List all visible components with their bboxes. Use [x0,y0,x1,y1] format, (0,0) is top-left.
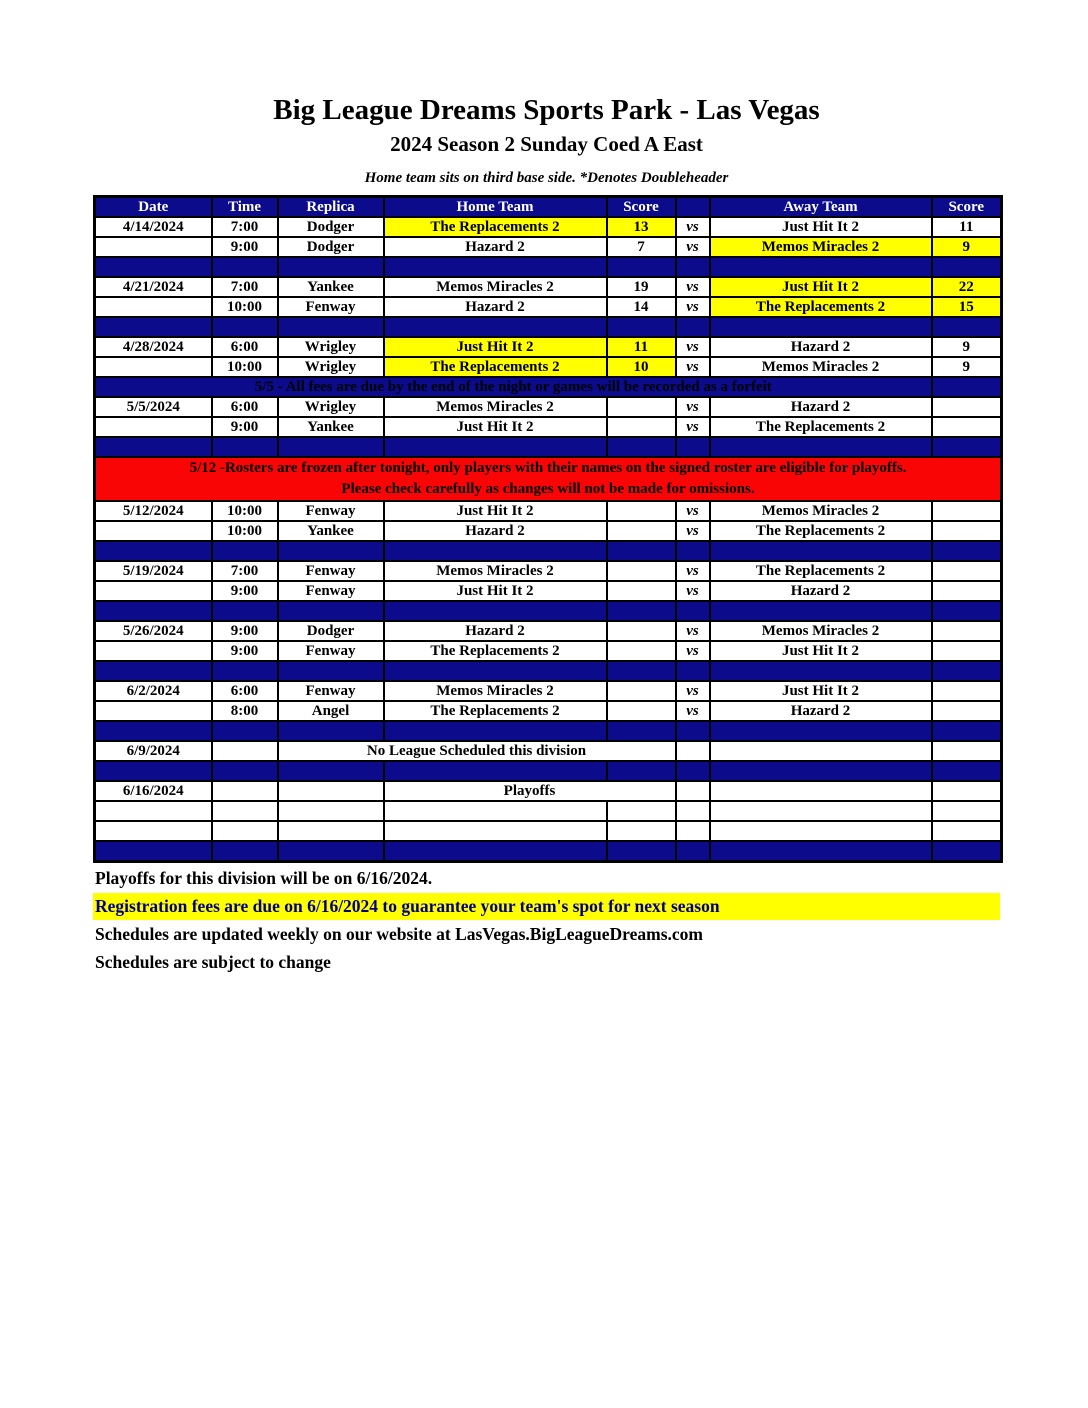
table-row-game [95,701,1002,721]
cell-replica: Fenway [278,561,384,581]
cell-spacer [710,257,932,277]
cell-spacer [607,601,676,621]
cell-vs: vs [676,501,710,521]
cell-spacer [278,437,384,457]
cell-spacer [384,721,607,741]
table-row-game [95,521,1002,541]
cell-spacer [212,761,278,781]
table-row-spacer [95,721,1002,741]
cell-home-team: Memos Miracles 2 [384,561,607,581]
cell-replica: Fenway [278,297,384,317]
cell-blank [932,801,1002,821]
cell-home-team: Just Hit It 2 [384,337,607,357]
table-row-spacer [95,841,1002,862]
cell-replica: Wrigley [278,357,384,377]
cell-spacer [932,257,1002,277]
table-row-info_wide [95,741,1002,761]
cell-date: 5/26/2024 [95,621,212,641]
cell-spacer [932,541,1002,561]
cell-home-score: 11 [607,337,676,357]
cell-spacer [710,601,932,621]
no-league-notice: No League Scheduled this division [278,741,676,761]
table-row-game [95,297,1002,317]
cell-spacer [278,317,384,337]
cell-spacer [932,661,1002,681]
cell-blank [278,801,384,821]
cell-away-team: Just Hit It 2 [710,217,932,237]
cell-spacer [607,721,676,741]
roster-freeze-notice-line: Please check carefully as changes will not be made for omissions. [341,481,755,497]
table-row-spacer [95,761,1002,781]
cell-blank [932,821,1002,841]
cell-home-score [607,701,676,721]
cell-spacer [607,661,676,681]
cell-time: 9:00 [212,641,278,661]
cell-time [212,781,278,801]
cell-spacer [384,437,607,457]
cell-blank [710,801,932,821]
cell-away-team: Hazard 2 [710,397,932,417]
table-row-spacer [95,257,1002,277]
cell-spacer [607,761,676,781]
cell-home-score: 14 [607,297,676,317]
cell-spacer [212,721,278,741]
cell-home-team: Memos Miracles 2 [384,397,607,417]
cell-spacer [384,841,607,862]
cell-blank [95,821,212,841]
cell-away-team: The Replacements 2 [710,417,932,437]
cell-spacer [95,721,212,741]
table-row-info_home [95,781,1002,801]
cell-spacer [95,437,212,457]
cell-away-score: 9 [932,357,1002,377]
cell-spacer [710,661,932,681]
cell-date: 6/16/2024 [95,781,212,801]
cell-away-score: 9 [932,237,1002,257]
table-row-game [95,337,1002,357]
cell-date [95,641,212,661]
cell-replica: Fenway [278,681,384,701]
cell-blank [384,801,607,821]
cell-spacer [607,257,676,277]
cell-spacer [95,317,212,337]
cell-date: 5/5/2024 [95,397,212,417]
table-row-spacer [95,601,1002,621]
cell-blank [676,821,710,841]
cell-replica: Fenway [278,581,384,601]
cell-spacer [676,661,710,681]
cell-vs: vs [676,521,710,541]
cell-away-score: 11 [932,217,1002,237]
cell-spacer [676,257,710,277]
cell-time: 7:00 [212,277,278,297]
cell-date: 4/21/2024 [95,277,212,297]
cell-home-score: 7 [607,237,676,257]
cell-vs: vs [676,701,710,721]
footer-playoffs-note: Playoffs for this division will be on 6/16/2024. [95,868,433,888]
col-header-time: Time [212,197,278,218]
cell-date [95,357,212,377]
cell-home-score [607,397,676,417]
cell-date [95,701,212,721]
cell-spacer [710,437,932,457]
cell-replica [278,781,384,801]
cell-spacer [278,601,384,621]
cell-vs: vs [676,641,710,661]
cell-spacer [384,761,607,781]
cell-away-score [932,561,1002,581]
cell-spacer [710,541,932,561]
cell-spacer [676,841,710,862]
cell-blank [278,821,384,841]
cell-vs: vs [676,337,710,357]
cell-date [95,417,212,437]
cell-spacer [95,601,212,621]
col-header-replica: Replica [278,197,384,218]
schedule-table [93,195,1003,863]
cell-home-score: 13 [607,217,676,237]
cell-spacer [384,257,607,277]
table-row-game [95,357,1002,377]
cell-replica: Dodger [278,621,384,641]
cell-vs: vs [676,297,710,317]
cell-spacer [384,317,607,337]
cell-time: 8:00 [212,701,278,721]
cell-spacer [384,661,607,681]
cell-time: 10:00 [212,501,278,521]
cell-away-score [932,521,1002,541]
schedule-sheet [93,0,1000,977]
cell-away-team: Just Hit It 2 [710,277,932,297]
cell-spacer [710,317,932,337]
home-team-note: Home team sits on third base side. *Denotes Doubleheader [364,170,729,186]
cell-home-team: Hazard 2 [384,297,607,317]
cell-spacer [212,257,278,277]
cell-spacer [710,761,932,781]
cell-time: 10:00 [212,357,278,377]
cell-replica: Dodger [278,217,384,237]
cell-date [95,297,212,317]
cell-date: 5/19/2024 [95,561,212,581]
cell-replica: Yankee [278,417,384,437]
cell-date: 6/9/2024 [95,741,212,761]
cell-home-team: The Replacements 2 [384,217,607,237]
table-row-game [95,417,1002,437]
cell-away-score [932,501,1002,521]
cell-away-score: 15 [932,297,1002,317]
cell-away-team: Hazard 2 [710,701,932,721]
cell-home-team: Memos Miracles 2 [384,277,607,297]
cell-away-score [932,781,1002,801]
cell-date: 4/14/2024 [95,217,212,237]
cell-blank [384,821,607,841]
cell-away-team: Memos Miracles 2 [710,501,932,521]
table-row-game [95,217,1002,237]
cell-away-team: Memos Miracles 2 [710,237,932,257]
cell-time: 6:00 [212,397,278,417]
cell-spacer [676,721,710,741]
cell-home-score [607,621,676,641]
col-header-date: Date [95,197,212,218]
playoffs-label: Playoffs [384,781,676,801]
cell-spacer [932,601,1002,621]
cell-spacer [607,317,676,337]
cell-spacer [607,437,676,457]
cell-replica: Dodger [278,237,384,257]
cell-spacer [95,661,212,681]
cell-home-score [607,641,676,661]
roster-freeze-notice-line: 5/12 -Rosters are frozen after tonight, only players with their names on the signed roster are eligible for playoffs. [189,460,907,476]
cell-home-team: The Replacements 2 [384,357,607,377]
cell-spacer [95,761,212,781]
cell-away-score: 9 [932,337,1002,357]
cell-spacer [932,377,1002,397]
cell-spacer [676,541,710,561]
col-header-away-team: Away Team [710,197,932,218]
cell-date [95,581,212,601]
col-header-away-score: Score [932,197,1002,218]
cell-replica: Wrigley [278,397,384,417]
footer-subject-to-change-note: Schedules are subject to change [95,952,331,972]
cell-home-score: 10 [607,357,676,377]
cell-spacer [932,317,1002,337]
cell-replica: Fenway [278,501,384,521]
cell-away-team: Memos Miracles 2 [710,357,932,377]
table-row-game [95,397,1002,417]
cell-away-team: The Replacements 2 [710,297,932,317]
cell-away-team: Memos Miracles 2 [710,621,932,641]
cell-spacer [212,437,278,457]
cell-vs: vs [676,277,710,297]
cell-date [95,237,212,257]
cell-blank [607,821,676,841]
cell-home-team: Just Hit It 2 [384,417,607,437]
col-header-vs [676,197,710,218]
cell-spacer [607,541,676,561]
table-row-game [95,561,1002,581]
cell-spacer [278,257,384,277]
table-row-game [95,237,1002,257]
cell-spacer [710,841,932,862]
cell-spacer [212,541,278,561]
cell-replica: Wrigley [278,337,384,357]
cell-home-team: Hazard 2 [384,521,607,541]
cell-vs: vs [676,397,710,417]
cell-vs: vs [676,561,710,581]
cell-spacer [95,841,212,862]
cell-spacer [212,841,278,862]
cell-spacer [95,541,212,561]
cell-away-score [932,417,1002,437]
cell-blank [212,801,278,821]
cell-vs: vs [676,217,710,237]
cell-spacer [932,437,1002,457]
cell-home-score [607,581,676,601]
cell-vs: vs [676,417,710,437]
cell-home-score [607,417,676,437]
footer-website-note: Schedules are updated weekly on our website at LasVegas.BigLeagueDreams.com [95,924,703,944]
cell-spacer [278,541,384,561]
cell-spacer [278,721,384,741]
cell-vs: vs [676,681,710,701]
cell-replica: Fenway [278,641,384,661]
cell-date [95,521,212,541]
footer-registration-note: Registration fees are due on 6/16/2024 to guarantee your team's spot for next season [93,893,1000,920]
cell-spacer [676,601,710,621]
table-row-notice_navy [95,377,1002,397]
cell-away-score [932,621,1002,641]
cell-home-score [607,501,676,521]
cell-away-team: Just Hit It 2 [710,681,932,701]
table-row-spacer [95,437,1002,457]
col-header-home-score: Score [607,197,676,218]
cell-spacer [710,721,932,741]
cell-home-team: Hazard 2 [384,237,607,257]
cell-time [212,741,278,761]
cell-away-score [932,581,1002,601]
cell-away-score [932,641,1002,661]
cell-away-score [932,397,1002,417]
cell-home-score: 19 [607,277,676,297]
cell-home-team: Just Hit It 2 [384,501,607,521]
cell-date: 4/28/2024 [95,337,212,357]
roster-freeze-notice [95,457,1002,501]
table-row-game [95,277,1002,297]
cell-spacer [384,541,607,561]
cell-replica: Yankee [278,521,384,541]
cell-spacer [95,257,212,277]
cell-away-score [932,681,1002,701]
cell-spacer [676,317,710,337]
cell-time: 9:00 [212,417,278,437]
cell-date: 5/12/2024 [95,501,212,521]
cell-home-team: Hazard 2 [384,621,607,641]
fees-due-notice: 5/5 - All fees are due by the end of the night or games will be recorded as a forfeit [95,377,932,397]
cell-home-team: The Replacements 2 [384,641,607,661]
cell-time: 6:00 [212,337,278,357]
page-subtitle: 2024 Season 2 Sunday Coed A East [390,132,703,156]
cell-spacer [212,661,278,681]
cell-replica: Yankee [278,277,384,297]
cell-vs: vs [676,581,710,601]
table-header-row [95,197,1002,218]
cell-vs: vs [676,237,710,257]
cell-time: 6:00 [212,681,278,701]
cell-vs: vs [676,621,710,641]
cell-spacer [278,661,384,681]
cell-away-team: Just Hit It 2 [710,641,932,661]
cell-time: 9:00 [212,581,278,601]
cell-away-team [710,781,932,801]
page-title: Big League Dreams Sports Park - Las Vegas [273,94,820,126]
cell-blank [607,801,676,821]
cell-away-team [710,741,932,761]
cell-vs: vs [676,357,710,377]
table-row-blank [95,801,1002,821]
table-row-spacer [95,661,1002,681]
cell-spacer [932,761,1002,781]
cell-blank [95,801,212,821]
table-row-blank [95,821,1002,841]
table-row-game [95,641,1002,661]
cell-away-team: The Replacements 2 [710,521,932,541]
cell-home-team: Memos Miracles 2 [384,681,607,701]
cell-replica: Angel [278,701,384,721]
cell-home-score [607,681,676,701]
cell-spacer [212,317,278,337]
cell-spacer [278,761,384,781]
table-row-notice_red [95,457,1002,501]
cell-away-score [932,741,1002,761]
cell-spacer [212,601,278,621]
cell-blank [676,801,710,821]
cell-spacer [607,841,676,862]
col-header-home-team: Home Team [384,197,607,218]
cell-spacer [676,761,710,781]
table-row-game [95,501,1002,521]
cell-blank [710,821,932,841]
cell-spacer [676,437,710,457]
cell-time: 7:00 [212,561,278,581]
table-row-game [95,621,1002,641]
table-row-spacer [95,541,1002,561]
cell-time: 10:00 [212,297,278,317]
table-row-spacer [95,317,1002,337]
cell-time: 9:00 [212,621,278,641]
table-row-game [95,681,1002,701]
table-row-game [95,581,1002,601]
cell-away-team: Hazard 2 [710,581,932,601]
cell-blank [212,821,278,841]
cell-spacer [932,841,1002,862]
cell-home-score [607,561,676,581]
footer-notes [93,865,1000,976]
cell-time: 7:00 [212,217,278,237]
cell-time: 9:00 [212,237,278,257]
cell-vs [676,781,710,801]
cell-vs [676,741,710,761]
cell-away-score: 22 [932,277,1002,297]
cell-away-score [932,701,1002,721]
cell-spacer [278,841,384,862]
cell-spacer [384,601,607,621]
cell-home-team: Just Hit It 2 [384,581,607,601]
cell-away-team: Hazard 2 [710,337,932,357]
cell-away-team: The Replacements 2 [710,561,932,581]
cell-home-score [607,521,676,541]
cell-home-team: The Replacements 2 [384,701,607,721]
cell-time: 10:00 [212,521,278,541]
cell-date: 6/2/2024 [95,681,212,701]
cell-spacer [932,721,1002,741]
